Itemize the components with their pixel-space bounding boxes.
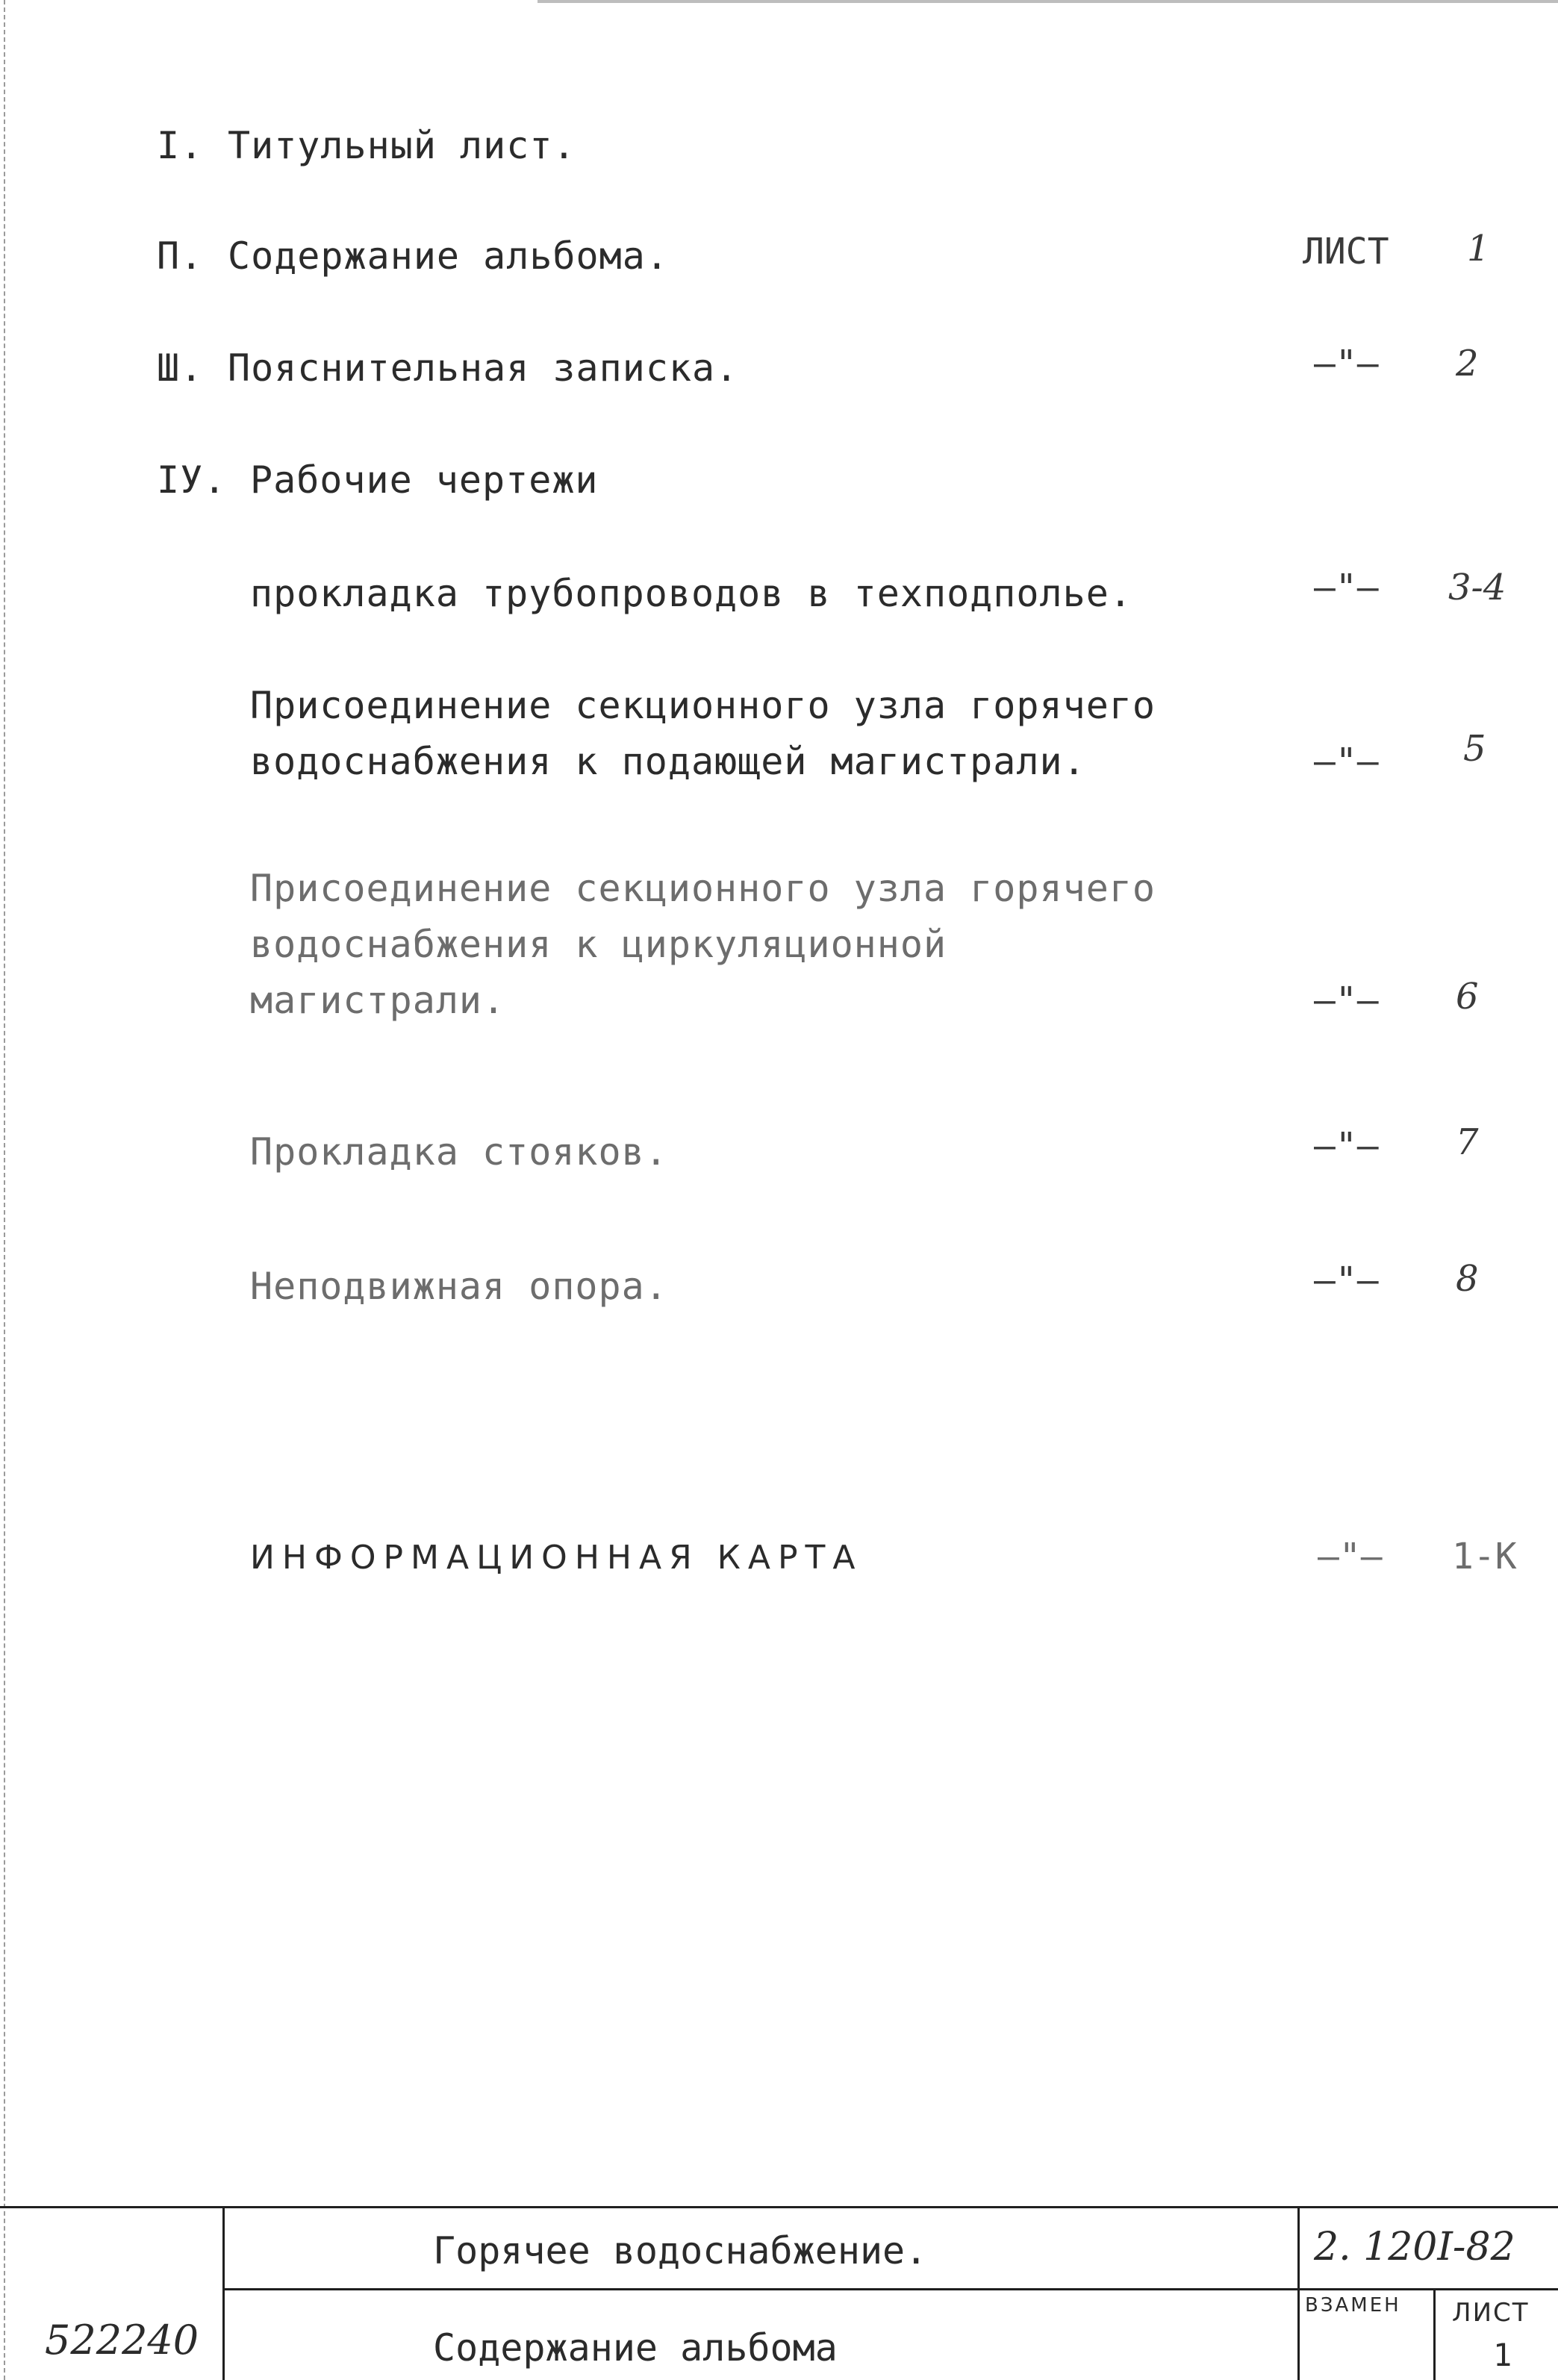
drawing-3-pages: 6	[1456, 976, 1479, 1018]
subject-title: Горячее водоснабжение.	[433, 2229, 928, 2272]
sheet-title: Содержание альбома	[433, 2326, 838, 2370]
drawing-4-pages: 7	[1456, 1121, 1479, 1163]
drawing-4-ref: –"–	[1314, 1125, 1379, 1167]
section-pages-3: 2	[1456, 343, 1479, 384]
drawing-3-line-3: магистрали.	[250, 979, 506, 1022]
drawing-5-pages: 8	[1456, 1258, 1479, 1300]
title-block-row-divider	[222, 2288, 1558, 2290]
drawing-2-line-1: Присоединение секционного узла горячего	[250, 684, 1156, 727]
title-block-top-border	[0, 2206, 1558, 2208]
replaces-label: ВЗАМЕН	[1305, 2294, 1401, 2317]
title-block-right-divider	[1297, 2206, 1300, 2380]
section-title-1: Титульный лист.	[228, 124, 576, 167]
drawing-1-ref: –"–	[1314, 567, 1379, 608]
section-pages-2: 1	[1467, 228, 1490, 270]
section-ref-3: –"–	[1314, 343, 1379, 384]
info-card-title: ИНФОРМАЦИОННАЯ КАРТА	[250, 1539, 863, 1577]
section-number-3: Ш.	[157, 346, 204, 390]
drawing-2-pages: 5	[1463, 728, 1486, 770]
binding-edge-line	[4, 0, 5, 2380]
top-frame-line	[537, 0, 1558, 3]
sheet-number: 1	[1493, 2337, 1512, 2373]
info-card-ref: –"–	[1318, 1536, 1383, 1577]
drawing-4-line-1: Прокладка стояков.	[250, 1130, 668, 1174]
section-number-4: IУ.	[157, 458, 227, 502]
inventory-number: 522240	[45, 2317, 199, 2364]
drawing-2-ref: –"–	[1314, 741, 1379, 782]
section-number-2: П.	[157, 234, 204, 278]
drawing-3-line-1: Присоединение секционного узла горячего	[250, 867, 1156, 910]
drawing-3-line-2: водоснабжения к циркуляционной	[250, 923, 947, 966]
drawing-1-pages: 3-4	[1448, 567, 1506, 608]
drawing-3-ref: –"–	[1314, 979, 1379, 1021]
title-block	[0, 2206, 1558, 2380]
info-card-pages: 1-К	[1452, 1536, 1517, 1577]
section-number-1: I.	[157, 124, 204, 167]
sheet-label: ЛИСТ	[1452, 2298, 1530, 2328]
section-title-2: Содержание альбома.	[228, 234, 669, 278]
section-title-3: Пояснительная записка.	[228, 346, 739, 390]
section-ref-2: ЛИСТ	[1303, 231, 1389, 272]
drawing-5-ref: –"–	[1314, 1259, 1379, 1301]
title-block-left-divider	[222, 2206, 225, 2380]
drawing-2-line-2: водоснабжения к подающей магистрали.	[250, 740, 1086, 783]
section-title-4: Рабочие чертежи	[250, 458, 599, 502]
drawing-1-line-1: прокладка трубопроводов в техподполье.	[250, 572, 1132, 615]
document-code: 2. 120I-82	[1314, 2225, 1515, 2270]
drawing-5-line-1: Неподвижная опора.	[250, 1265, 668, 1308]
title-block-sheet-divider	[1433, 2288, 1436, 2380]
